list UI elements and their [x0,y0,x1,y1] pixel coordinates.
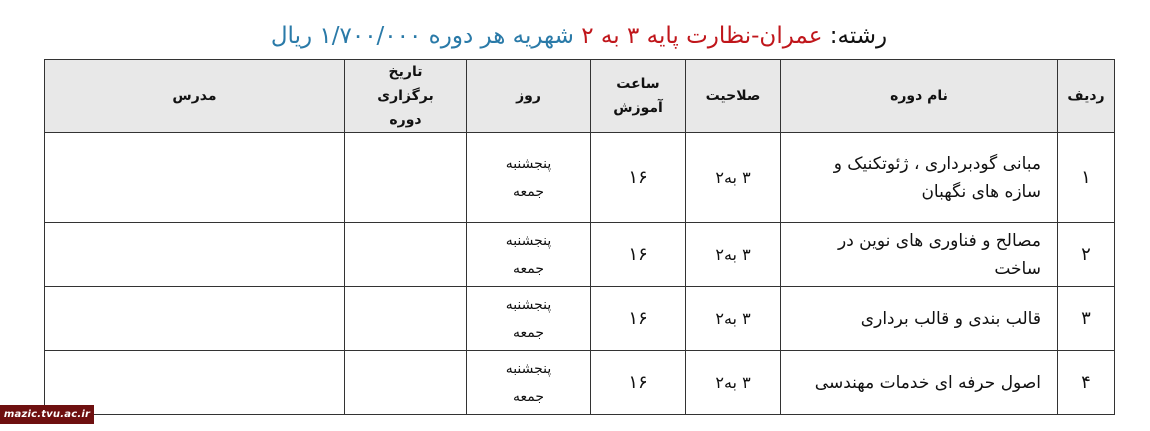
day-cell [467,133,591,223]
qualification: ۳ به۲ [686,223,781,287]
qualification: ۳ به۲ [686,351,781,415]
course-name: اصول حرفه ای خدمات مهندسی [781,351,1058,415]
instructor-cell [45,223,345,287]
day-second: جمعه [512,324,544,341]
training-hours: ۱۶ [591,223,686,287]
day-second: جمعه [512,260,544,277]
table-header-row [45,60,1115,133]
row-number: ۴ [1058,351,1115,415]
instructor-cell [45,133,345,223]
page-title [44,20,1114,52]
qualification: ۳ به۲ [686,133,781,223]
day-cell [467,223,591,287]
row-number: ۱ [1058,133,1115,223]
title-fee: شهریه هر دوره ۱/۷۰۰/۰۰۰ ریال [270,23,574,49]
day-second: جمعه [512,388,544,405]
date-cell [345,287,467,351]
header-date-label: تاریخ برگزاری دوره [377,64,434,128]
day-first: پنجشنبه [505,232,552,249]
row-number: ۲ [1058,223,1115,287]
course-name: قالب بندی و قالب برداری [781,287,1058,351]
course-name: مبانی گودبرداری ، ژئوتکنیک و سازه های نگهبان [781,133,1058,223]
training-hours: ۱۶ [591,287,686,351]
day-first: پنجشنبه [505,296,552,313]
header-course-name: نام دوره [781,60,1058,133]
day-cell [467,351,591,415]
course-name: مصالح و فناوری های نوین در ساخت [781,223,1058,287]
header-training-hours-label: ساعت آموزش [613,76,663,116]
day-first: پنجشنبه [505,155,552,172]
header-qualification: صلاحیت [686,60,781,133]
date-cell [345,351,467,415]
course-table [44,59,1115,415]
date-cell [345,223,467,287]
day-cell [467,287,591,351]
qualification: ۳ به۲ [686,287,781,351]
site-watermark: mazic.tvu.ac.ir [0,405,94,424]
instructor-cell [45,287,345,351]
table-row [45,351,1115,415]
row-number: ۳ [1058,287,1115,351]
header-training-hours [591,60,686,133]
table-row [45,133,1115,223]
header-row-number: ردیف [1058,60,1115,133]
date-cell [345,133,467,223]
training-hours: ۱۶ [591,351,686,415]
day-first: پنجشنبه [505,360,552,377]
table-row [45,287,1115,351]
title-field: عمران-نظارت پایه ۳ به ۲ [581,23,823,49]
training-hours: ۱۶ [591,133,686,223]
day-second: جمعه [512,183,544,200]
header-date [345,60,467,133]
table-row [45,223,1115,287]
title-label: رشته: [829,23,888,49]
header-day: روز [467,60,591,133]
header-instructor: مدرس [45,60,345,133]
